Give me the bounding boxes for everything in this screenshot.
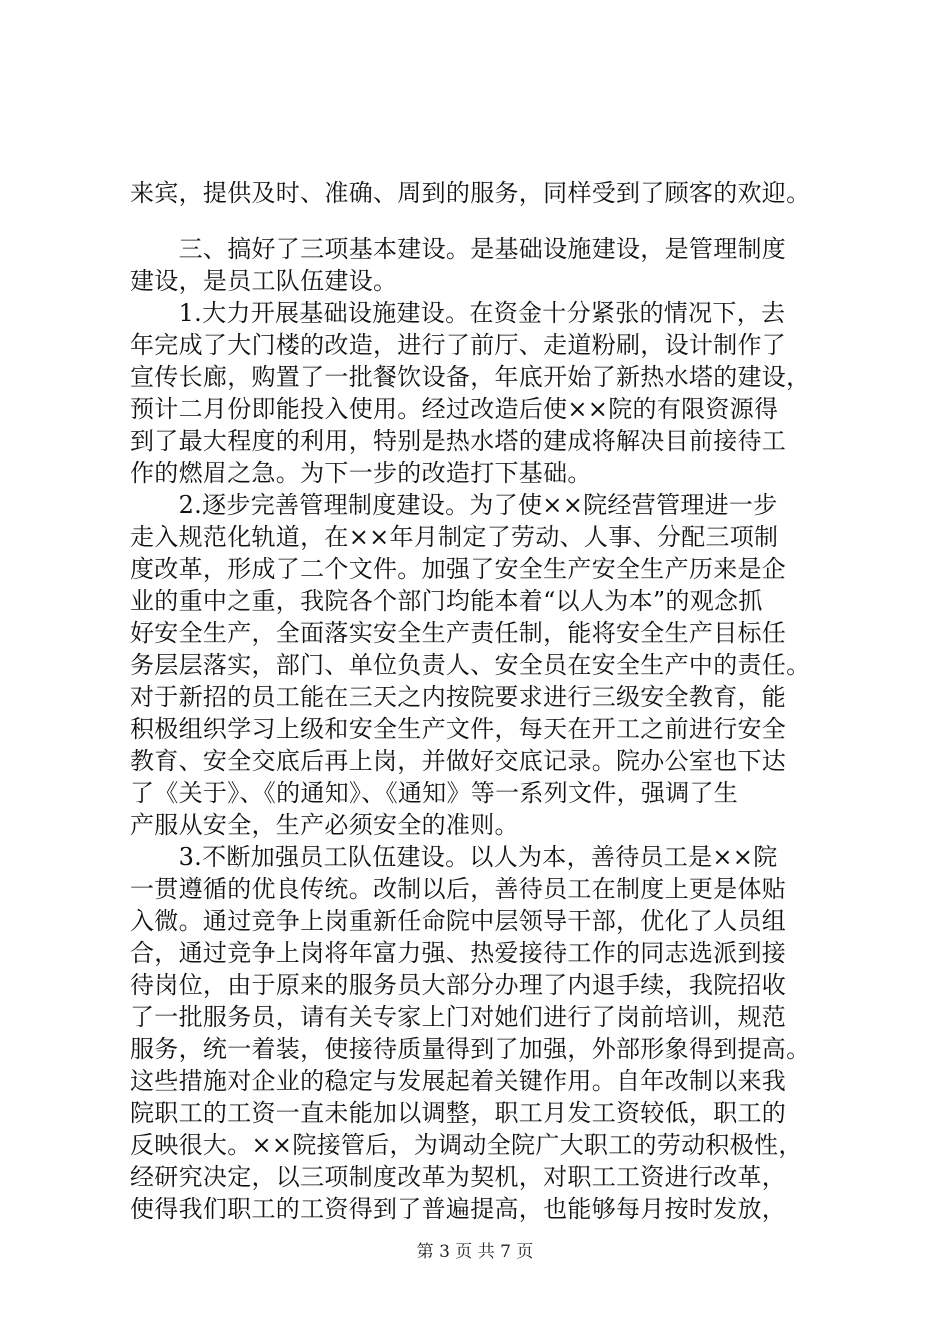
text-line: 合，通过竞争上岗将年富力强、热爱接待工作的同志选派到接	[130, 939, 787, 967]
text-line: 了《关于》、《的通知》、《通知》等一系列文件，强调了生	[130, 779, 739, 807]
text-line: 反映很大。××院接管后，为调动全院广大职工的劳动积极性，	[130, 1131, 803, 1159]
text-line: 2.逐步完善管理制度建设。为了使××院经营管理进一步	[130, 491, 778, 519]
text-line: 一贯遵循的优良传统。改制以后，善待员工在制度上更是体贴	[130, 875, 787, 903]
text-line: 作的燃眉之急。为下一步的改造打下基础。	[130, 459, 592, 487]
text-line: 好安全生产，全面落实安全生产责任制，能将安全生产目标任	[130, 619, 787, 647]
text-line: 产服从安全，生产必须安全的准则。	[130, 811, 519, 839]
text-line: 走入规范化轨道，在××年月制定了劳动、人事、分配三项制	[130, 523, 779, 551]
text-line: 建设，是员工队伍建设。	[130, 267, 398, 295]
text-line: 预计二月份即能投入使用。经过改造后使××院的有限资源得	[130, 395, 779, 423]
text-line: 年完成了大门楼的改造，进行了前厅、走道粉刷，设计制作了	[130, 331, 787, 359]
text-line: 到了最大程度的利用，特别是热水塔的建成将解决目前接待工	[130, 427, 787, 455]
text-line: 3.不断加强员工队伍建设。以人为本，善待员工是××院	[130, 843, 778, 871]
text-line: 教育、安全交底后再上岗，并做好交底记录。院办公室也下达	[130, 747, 787, 775]
text-line: 使得我们职工的工资得到了普遍提高，也能够每月按时发放，	[130, 1195, 787, 1223]
text-line: 度改革，形成了二个文件。加强了安全生产安全生产历来是企	[130, 555, 787, 583]
text-line: 宣传长廊，购置了一批餐饮设备，年底开始了新热水塔的建设，	[130, 363, 811, 391]
text-line: 经研究决定，以三项制度改革为契机，对职工工资进行改革，	[130, 1163, 787, 1191]
text-line: 这些措施对企业的稳定与发展起着关键作用。自年改制以来我	[130, 1067, 787, 1095]
text-line: 业的重中之重，我院各个部门均能本着“以人为本”的观念抓	[130, 587, 763, 615]
text-line: 三、搞好了三项基本建设。是基础设施建设，是管理制度	[130, 235, 787, 263]
text-line: 服务，统一着装，使接待质量得到了加强，外部形象得到提高。	[130, 1035, 811, 1063]
text-line: 务层层落实，部门、单位负责人、安全员在安全生产中的责任。	[130, 651, 811, 679]
text-line: 1.大力开展基础设施建设。在资金十分紧张的情况下，去	[130, 299, 786, 327]
text-line: 积极组织学习上级和安全生产文件，每天在开工之前进行安全	[130, 715, 787, 743]
page-number-footer: 第 3 页 共 7 页	[416, 1242, 534, 1262]
text-line: 来宾，提供及时、准确、周到的服务，同样受到了顾客的欢迎。	[130, 179, 811, 207]
text-line: 入微。通过竞争上岗重新任命院中层领导干部，优化了人员组	[130, 907, 787, 935]
text-line: 待岗位，由于原来的服务员大部分办理了内退手续，我院招收	[130, 971, 787, 999]
text-line: 了一批服务员，请有关专家上门对她们进行了岗前培训，规范	[130, 1003, 787, 1031]
text-line: 院职工的工资一直未能加以调整，职工月发工资较低，职工的	[130, 1099, 787, 1127]
text-line: 对于新招的员工能在三天之内按院要求进行三级安全教育，能	[130, 683, 787, 711]
